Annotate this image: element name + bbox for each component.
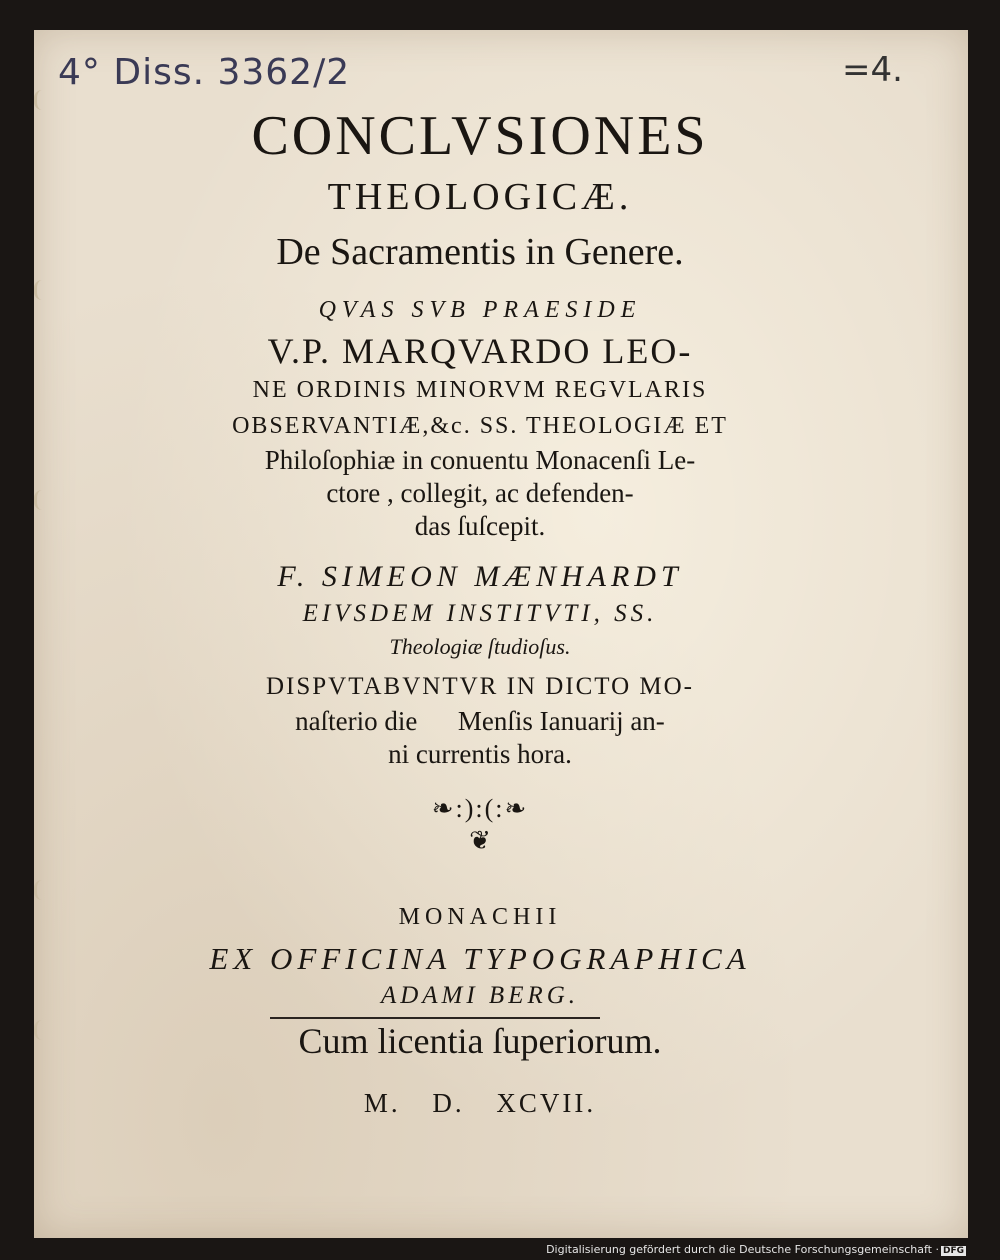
disputatio-line: naſterio die Menſis Ianuarij an- bbox=[295, 706, 665, 736]
binding-stitch bbox=[34, 490, 51, 510]
praeses-line: V.P. MARQVARDO LEO- bbox=[267, 331, 693, 371]
disputatio-line: DISPVTABVNTVR IN DICTO MO- bbox=[265, 673, 694, 700]
imprint-year: M. D. XCVII. bbox=[363, 1088, 597, 1118]
page-number-annotation: =4. bbox=[842, 50, 903, 90]
imprint-officina: EX OFFICINA TYPOGRAPHICA bbox=[209, 941, 751, 976]
binding-stitch bbox=[34, 280, 51, 300]
shelfmark-annotation: 4° Diss. 3362/2 bbox=[58, 52, 351, 93]
printer-ornament-fleuron: ❦ bbox=[469, 826, 491, 855]
praeses-line: NE ORDINIS MINORVM REGVLARIS bbox=[252, 377, 708, 403]
respondens-line: EIVSDEM INSTITVTI, SS. bbox=[302, 600, 658, 627]
disputatio-line: ni currentis hora. bbox=[388, 739, 572, 769]
digitization-credit bbox=[546, 1243, 966, 1256]
praeses-line: OBSERVANTIÆ,&c. SS. THEOLOGIÆ ET bbox=[232, 413, 728, 439]
imprint-printer: ADAMI BERG. bbox=[380, 982, 580, 1009]
praeses-line: Philoſophiæ in conuentu Monacenſi Le- bbox=[264, 445, 696, 475]
quas-sub-praeside-line: QVAS SVB PRAESIDE bbox=[318, 297, 642, 323]
imprint-block bbox=[100, 899, 860, 1120]
disputatio-block bbox=[100, 669, 860, 771]
credit-text: Digitalisierung gefördert durch die Deutsche Forschungsgemeinschaft · bbox=[546, 1243, 939, 1256]
imprint-rule bbox=[270, 1017, 600, 1019]
respondens-block bbox=[100, 557, 860, 663]
praeses-block bbox=[100, 330, 860, 543]
respondens-line: F. SIMEON MÆNHARDT bbox=[277, 560, 683, 593]
respondens-line: Theologiæ ſtudioſus. bbox=[389, 634, 571, 659]
imprint-licence: Cum licentia ſuperiorum. bbox=[298, 1021, 662, 1061]
praeses-line: das ſuſcepit. bbox=[414, 511, 546, 541]
binding-stitch bbox=[34, 1020, 51, 1040]
praeses-line: ctore , collegit, ac defenden- bbox=[326, 478, 634, 508]
subtitle: THEOLOGICÆ. bbox=[327, 176, 633, 218]
topic-line: De Sacramentis in Genere. bbox=[276, 231, 684, 273]
printer-ornament: ❧:):(:❧ bbox=[431, 794, 529, 823]
dfg-logo: DFG bbox=[942, 1246, 964, 1256]
title-page-text bbox=[100, 100, 860, 1120]
binding-stitch bbox=[34, 90, 51, 110]
imprint-place: MONACHII bbox=[398, 904, 562, 930]
main-title: CONCLVSIONES bbox=[251, 105, 709, 167]
binding-stitch bbox=[34, 880, 51, 900]
